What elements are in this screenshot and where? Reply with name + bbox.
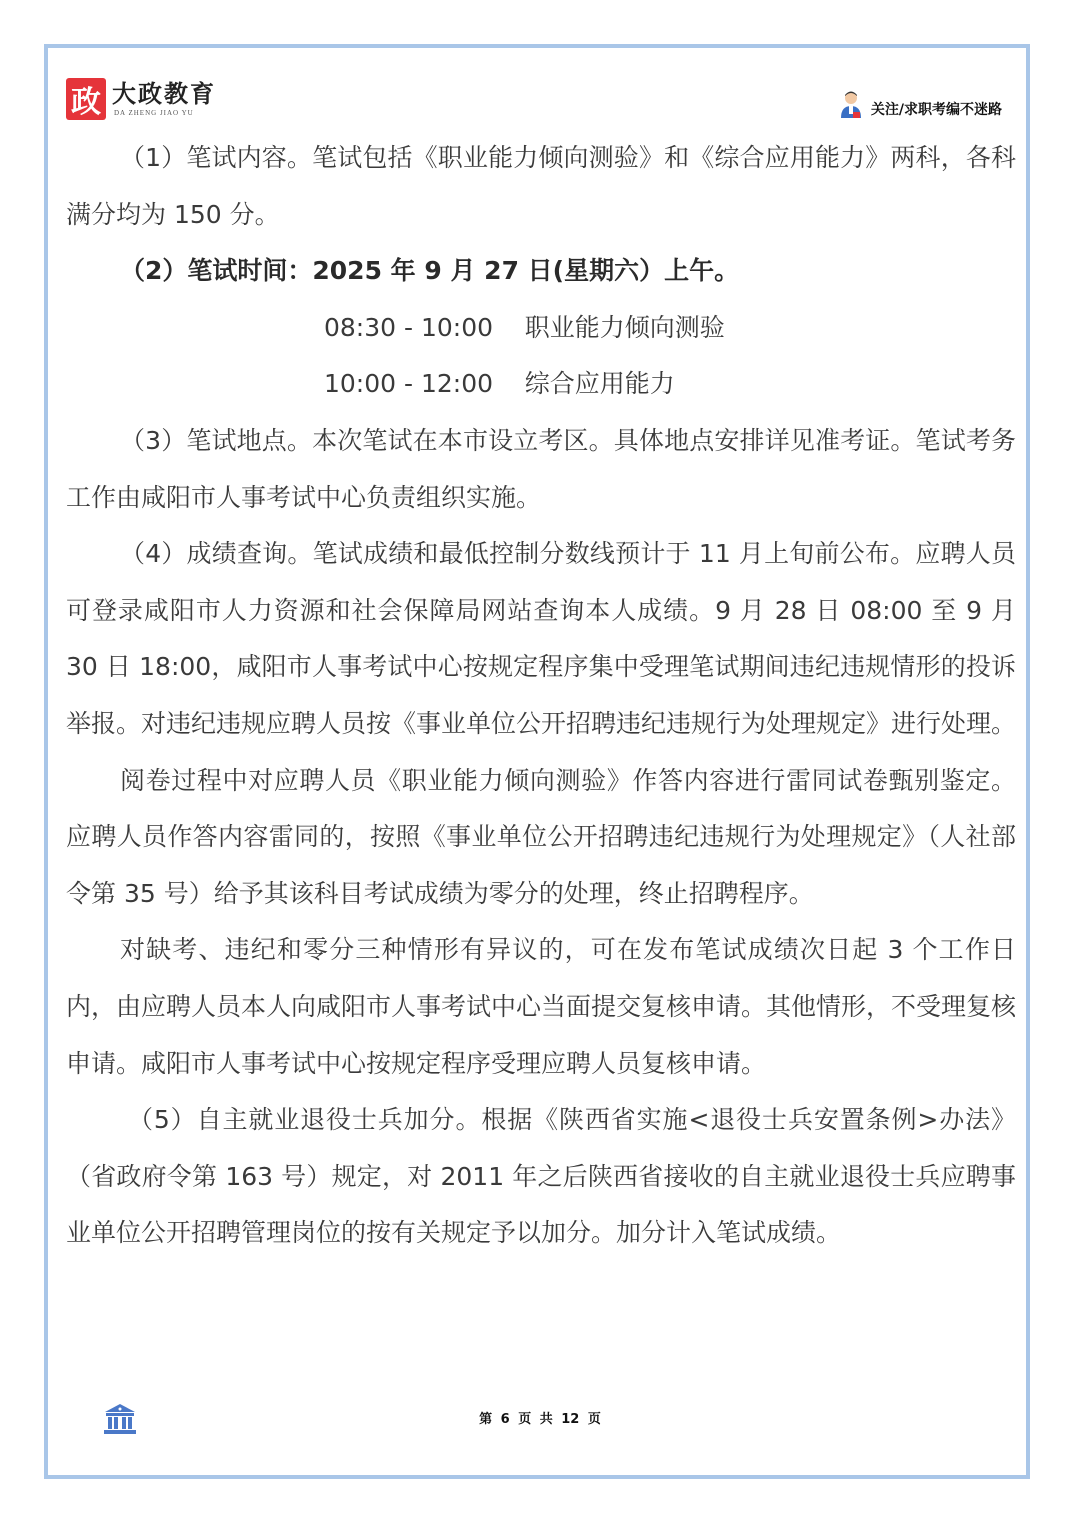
header-slogan: 关注/求职考编不迷路 [870,102,1002,118]
paragraph-exam-location: （3）笔试地点。本次笔试在本市设立考区。具体地点安排详见准考证。笔试考务工作由咸阳市人事考试中心负责组织实施。 [66,425,1016,512]
logo-cn: 大政教育 [112,79,216,108]
paragraph-score-query: （4）成绩查询。笔试成绩和最低控制分数线预计于 11 月上旬前公布。应聘人员可登录咸阳市人力资源和社会保障局网站查询本人成绩。9 月 28 日 08:00 至 9 月 30 日 18:00，咸阳市人事考试中心按规定程序集中受理笔试期间违纪违规情形的投诉举报。对违纪违规应聘人员按《事业单位公开招聘违纪违规行为处理规定》进行处理。 [66,539,1017,738]
schedule-row-2: 10:00 - 12:00 综合应用能力 [324,369,675,399]
paragraph-plagiarism-check: 阅卷过程中对应聘人员《职业能力倾向测验》作答内容进行雷同试卷甄别鉴定。应聘人员作答内容雷同的，按照《事业单位公开招聘违纪违规行为处理规定》（人社部令第 35 号）给予其该科目考试成绩为零分的处理，终止招聘程序。 [66,765,1016,908]
paragraph-veteran-bonus: （5）自主就业退役士兵加分。根据《陕西省实施<退役士兵安置条例>办法》（省政府令第 163 号）规定，对 2011 年之后陕西省接收的自主就业退役士兵应聘事业单位公开招聘管理岗位的按有关规定予以加分。加分计入笔试成绩。 [66,1105,1016,1248]
brand-logo [66,78,216,120]
paragraph-exam-content: （1）笔试内容。笔试包括《职业能力倾向测验》和《综合应用能力》两科，各科满分均为 150 分。 [66,143,1016,229]
document-body [66,130,1016,1262]
page-number: 第 6 页 共 12 页 [479,1412,601,1427]
logo-mark: 政 [66,78,106,120]
paragraph-exam-time: （2）笔试时间：2025 年 9 月 27 日(星期六）上午。 [120,256,740,286]
paragraph-review-request: 对缺考、违纪和零分三种情形有异议的，可在发布笔试成绩次日起 3 个工作日内，由应聘人员本人向咸阳市人事考试中心当面提交复核申请。其他情形，不受理复核申请。咸阳市人事考试中心按规定程序受理应聘人员复核申请。 [66,935,1017,1078]
logo-text [112,80,216,118]
person-icon [839,90,863,120]
header-slogan-block [839,90,1002,120]
schedule-row-1: 08:30 - 10:00 职业能力倾向测验 [324,312,725,342]
logo-en: DA ZHENG JIAO YU [114,109,194,117]
